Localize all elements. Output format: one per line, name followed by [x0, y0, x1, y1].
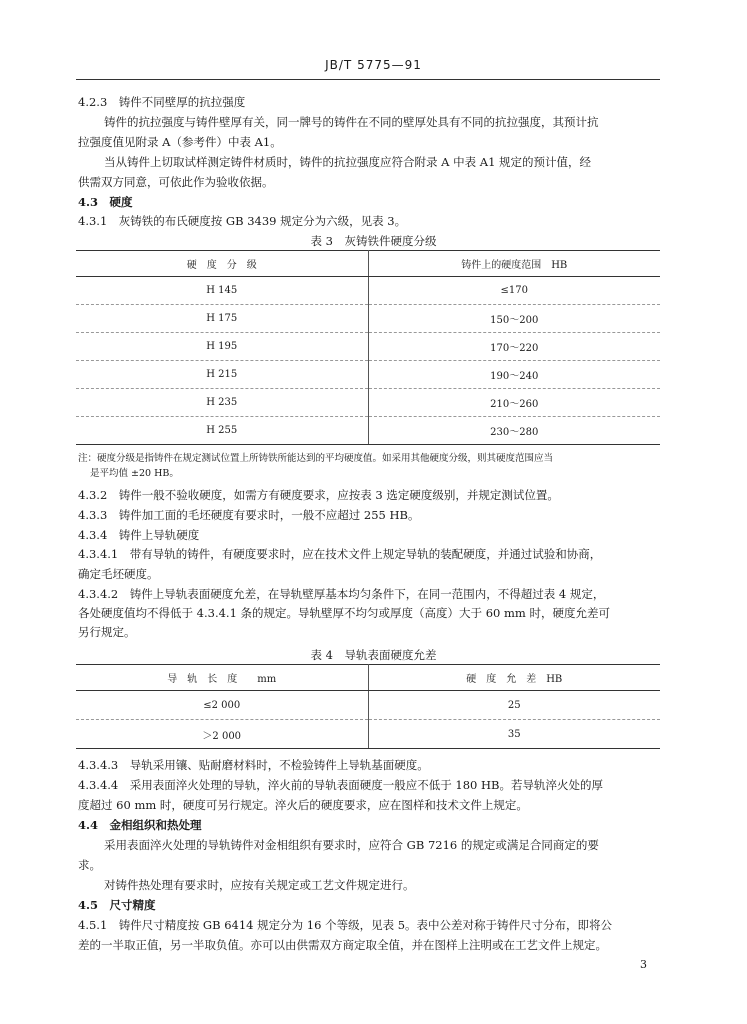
section-number: 4.3	[78, 195, 99, 209]
paragraph-line: 4.3.4.2 铸件上导轨表面硬度允差，在导轨壁厚基本均匀条件下，在同一范围内，不得超过表 4 规定，	[78, 587, 605, 601]
table-3	[76, 250, 660, 445]
paragraph-line: 度超过 60 mm 时，硬度可另行规定。淬火后的硬度要求，应在图样和技术文件上规定。	[78, 798, 528, 812]
table-row	[76, 389, 660, 417]
section-number: 4.4	[78, 818, 99, 832]
section-number: 4.2.3	[78, 95, 108, 109]
table-cell: 25	[368, 691, 660, 720]
table-row	[76, 691, 660, 720]
table-header-cell: 硬 度 分 级	[76, 251, 368, 277]
table-cell: 35	[368, 720, 660, 749]
section-4-3-4-heading: 4.3.4 铸件上导轨硬度	[78, 528, 200, 542]
section-4-5-heading	[78, 898, 156, 913]
table-row	[76, 417, 660, 445]
section-title: 硬度	[109, 195, 133, 209]
paragraph-line: 确定毛坯硬度。	[78, 567, 159, 581]
table-note-line: 注：硬度分级是指铸件在规定测试位置上所铸铁所能达到的平均硬度值。如采用其他硬度分级，则其硬度范围应当	[78, 453, 554, 464]
table-row	[76, 277, 660, 305]
table-cell: H 255	[76, 417, 368, 445]
paragraph-line: 拉强度值见附录 A（参考件）中表 A1。	[78, 135, 282, 149]
table-cell: H 215	[76, 361, 368, 389]
section-4-2-3-heading	[78, 95, 245, 110]
section-4-3-heading	[78, 195, 133, 210]
table-cell: 210～260	[368, 389, 660, 417]
table-header-cell: 导 轨 长 度 mm	[76, 665, 368, 691]
section-title: 金相组织和热处理	[109, 818, 202, 832]
table-cell: 190～240	[368, 361, 660, 389]
section-title: 铸件不同壁厚的抗拉强度	[118, 95, 246, 109]
paragraph-line: 4.5.1 铸件尺寸精度按 GB 6414 规定分为 16 个等级，见表 5。表中公差对称于铸件尺寸分布，即将公	[78, 918, 613, 932]
page-number: 3	[640, 958, 647, 971]
table-cell: H 195	[76, 333, 368, 361]
paragraph-line: 各处硬度值均不得低于 4.3.4.1 条的规定。导轨壁厚不均匀或厚度（高度）大于 60 mm 时，硬度允差可	[78, 606, 610, 620]
paragraph-line: 求。	[78, 858, 101, 872]
table-row	[76, 305, 660, 333]
table-cell: 230～280	[368, 417, 660, 445]
header-rule	[76, 79, 660, 80]
paragraph-line: 4.3.4.1 带有导轨的铸件，有硬度要求时，应在技术文件上规定导轨的装配硬度，并通过试验和协商，	[78, 547, 602, 561]
table-cell: 170～220	[368, 333, 660, 361]
table-row	[76, 333, 660, 361]
table-row	[76, 361, 660, 389]
table-4	[76, 664, 660, 749]
paragraph-line: 4.3.4.3 导轨采用镶、贴耐磨材料时，不检验铸件上导轨基面硬度。	[78, 758, 429, 772]
table-cell: H 175	[76, 305, 368, 333]
paragraph-line: 另行规定。	[78, 625, 136, 639]
table-header-cell: 硬 度 允 差 HB	[368, 665, 660, 691]
paragraph-line: 供需双方同意，可依此作为验收依据。	[78, 175, 274, 189]
table-row	[76, 720, 660, 749]
table-cell: ≤170	[368, 277, 660, 305]
section-number: 4.5	[78, 898, 99, 912]
table-note-line: 是平均值 ±20 HB。	[90, 468, 179, 479]
table-cell: H 235	[76, 389, 368, 417]
table-cell: ≤2 000	[76, 691, 368, 720]
paragraph-line: 4.3.4.4 采用表面淬火处理的导轨，淬火前的导轨表面硬度一般应不低于 180 HB。若导轨淬火处的厚	[78, 778, 603, 792]
table-header-cell: 铸件上的硬度范围 HB	[368, 251, 660, 277]
page-header: JB/T 5775—91	[325, 58, 422, 72]
paragraph-line: 当从铸件上切取试样测定铸件材质时，铸件的抗拉强度应符合附录 A 中表 A1 规定的预计值，经	[104, 155, 592, 169]
paragraph-line: 对铸件热处理有要求时，应按有关规定或工艺文件规定进行。	[104, 878, 415, 892]
section-4-4-heading	[78, 818, 202, 833]
table-3-caption: 表 3 灰铸铁件硬度分级	[310, 234, 437, 248]
paragraph-line: 4.3.1 灰铸铁的布氏硬度按 GB 3439 规定分为六级，见表 3。	[78, 214, 407, 228]
paragraph-line: 铸件的抗拉强度与铸件壁厚有关，同一牌号的铸件在不同的壁厚处具有不同的抗拉强度，其预计抗	[104, 115, 599, 129]
paragraph-line: 4.3.3 铸件加工面的毛坯硬度有要求时，一般不应超过 255 HB。	[78, 508, 420, 522]
table-4-caption: 表 4 导轨表面硬度允差	[310, 648, 437, 662]
section-title: 尺寸精度	[109, 898, 156, 912]
paragraph-line: 采用表面淬火处理的导轨铸件对金相组织有要求时，应符合 GB 7216 的规定或满足合同商定的要	[104, 838, 599, 852]
table-cell: ＞2 000	[76, 720, 368, 749]
table-cell: H 145	[76, 277, 368, 305]
paragraph-line: 4.3.2 铸件一般不验收硬度，如需方有硬度要求，应按表 3 选定硬度级别，并规定测试位置。	[78, 488, 559, 502]
table-cell: 150～200	[368, 305, 660, 333]
paragraph-line: 差的一半取正值，另一半取负值。亦可以由供需双方商定取全值，并在图样上注明或在工艺文件上规定。	[78, 938, 607, 952]
